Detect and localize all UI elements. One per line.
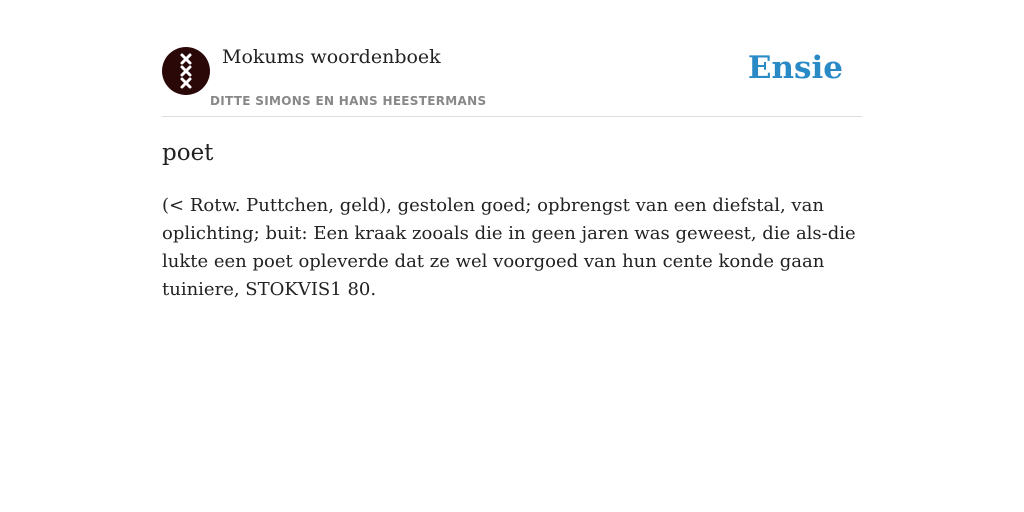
ensie-brand-link[interactable]: Ensie xyxy=(747,50,843,86)
site-title-link[interactable]: Mokums woordenboek xyxy=(222,46,441,68)
header xyxy=(162,46,862,117)
amsterdam-xxx-logo-icon[interactable] xyxy=(162,47,210,95)
entry-headword: poet xyxy=(162,140,214,166)
entry-definition: (< Rotw. Puttchen, geld), gestolen goed; opbrengst van een diefstal, van oplichting; buit: Een kraak zooals die in geen jaren was geweest, die als-die lukte een poet opleverde dat ze wel voorgoed van hun cente konde gaan tuiniere, STOKVIS1 80. xyxy=(162,195,856,300)
authors-subtitle: DITTE SIMONS EN HANS HEESTERMANS xyxy=(210,94,487,108)
